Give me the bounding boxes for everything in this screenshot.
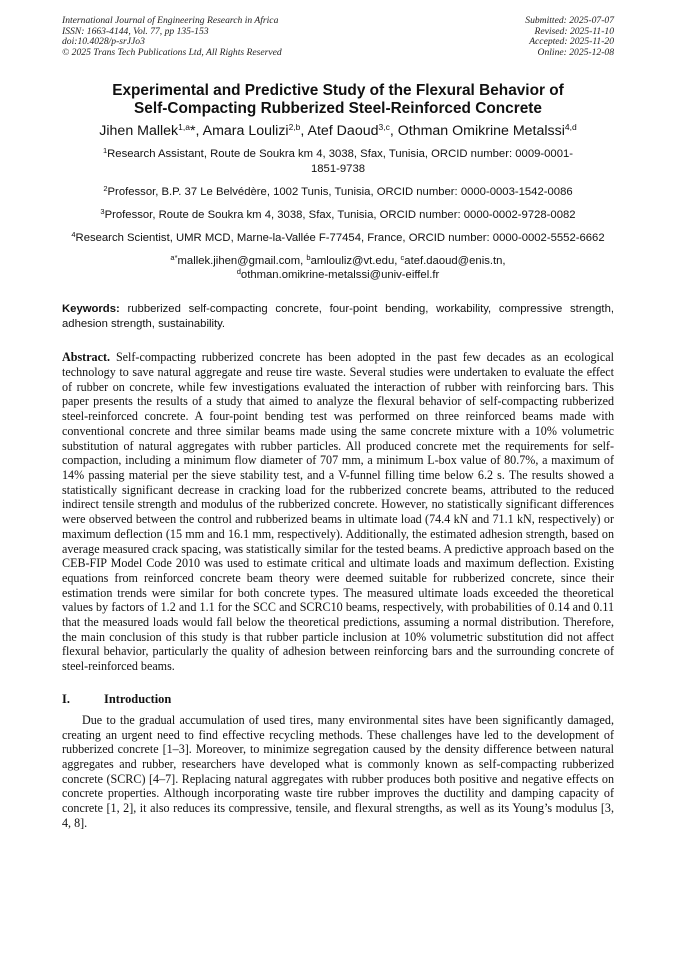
date-online: Online: 2025-12-08 [537, 46, 614, 58]
keywords-label: Keywords: [62, 303, 120, 316]
title-line-1: Experimental and Predictive Study of the Flexural Behavior of [112, 82, 564, 100]
section-heading [62, 692, 614, 707]
publication-dates [525, 16, 614, 58]
journal-doi[interactable]: doi:10.4028/p-srJJo3 [62, 36, 145, 48]
affiliation-marker: 3 [100, 207, 105, 217]
author-emails [62, 254, 614, 282]
email-address[interactable]: amlouliz@vt.edu, [310, 255, 401, 268]
journal-copyright: © 2025 Trans Tech Publications Ltd, All Rights Reserved [62, 46, 282, 58]
affiliation-1 [62, 147, 614, 177]
affiliation-marker: 4 [71, 230, 76, 240]
email-line-2 [62, 268, 614, 282]
affiliation-marker: 1 [102, 146, 108, 156]
journal-info [62, 16, 282, 58]
email-marker: c [400, 253, 405, 263]
introduction-paragraph: Due to the gradual accumulation of used tires, many environmental sites have been significantly damaged, creating an urgent need to find effective recycling methods. These challenges have led to the development of rubberized concrete [1–3]. Moreover, to minimize segregation caused by the density difference between natural aggregates and rubber, researchers have developed what is commonly known as self-compacting rubberized concrete (SCRC) [4–7]. Replacing natural aggregates with rubber produces both positive and negative effects on concrete properties. Although incorporating waste tire rubber improves the ductility and damping capacity of concrete [1, 2], it also reduces its compressive, tensile, and flexural strengths, as well as its Young’s modulus [3, 4, 8]. [62, 712, 614, 830]
section-title: Introduction [104, 691, 172, 706]
journal-issn: ISSN: 1663-4144, Vol. 77, pp 135-153 [62, 25, 209, 37]
author-separator: , [389, 123, 398, 140]
author-name: Jihen Mallek [99, 123, 179, 140]
email-address[interactable]: mallek.jihen@gmail.com, [177, 255, 307, 268]
affiliation-marker: 2 [103, 184, 108, 194]
keywords-text: rubberized self-compacting concrete, four-point bending, workability, compressive strength, adhesion strength, sustainability. [62, 303, 614, 331]
affiliation-text: Research Scientist, UMR MCD, Marne-la-Vallée F-77454, France, ORCID number: 0000-0002-5552-6662 [75, 232, 605, 245]
email-address[interactable]: othman.omikrine-metalssi@univ-eiffel.fr [240, 269, 440, 282]
affiliation-text: Professor, Route de Soukra km 4, 3038, Sfax, Tunisia, ORCID number: 0000-0002-9728-0082 [104, 209, 576, 222]
affiliation-text: Professor, B.P. 37 Le Belvédère, 1002 Tunis, Tunisia, ORCID number: 0000-0003-1542-0086 [107, 186, 573, 199]
author-affiliation-marker: 3,c [378, 122, 390, 133]
keywords-block [62, 302, 614, 332]
author-affiliation-marker: 1,a [178, 122, 190, 133]
paper-page [62, 16, 614, 830]
email-marker: a* [170, 253, 178, 263]
affiliation-2 [62, 185, 614, 200]
journal-header [62, 16, 614, 58]
abstract-text: Self-compacting rubberized concrete has been adopted in the past few decades as an ecological technology to save natural aggregate and reuse tire waste. Several studies were undertaken to evaluate the effect of rubber on concrete, while few investigations evaluated the interaction of rubber with reinforcing bars. This paper presents the results of a study that aimed to analyze the flexural behavior of self-compacting rubberized steel-reinforced concrete. A four-point bending test was performed on three reinforced beams made with conventional concrete and three similar beams made using the same concrete mixture with a 10% volumetric substitution of natural aggregates with rubber particles. All produced concrete met the requirements for self-compaction, including a minimum flow diameter of 707 mm, a minimum L-box value of 80.7%, a maximum of 14% passing material per the sieve stability test, and a V-funnel filling time below 6.2 s. The results showed a statistically significant decrease in cracking load for the rubberized concrete beams, attributed to the reduced indirect tensile strength and modulus of the rubberized concrete. However, no statistically significant differences were observed between the control and rubberized beams in ultimate load (74.4 kN and 71.1 kN, respectively) or maximum deflection (15 mm and 16.1 mm, respectively). Additionally, the estimated adhesion strength, based on average measured crack spacing, was statistically similar for the tested beams. A predictive approach based on the CEB-FIP Model Code 2010 was used to estimate critical and ultimate loads and maximum deflection. Existing equations from reinforced concrete beam theory were deemed suitable for rubberized concrete, since their estimation trends were similar for both concrete types. The measured ultimate loads exceeded the theoretical values by factors of 1.2 and 1.1 for the SCC and SCRC10 beams, respectively, with probabilities of 0.14 and 0.11 that the measured loads would fall below the theoretical predictions, assuming a normal distribution. Therefore, the main conclusion of this study is that rubber particle inclusion at 10% volumetric substitution did not affect flexural behavior, particularly the quality of adhesion between reinforcing bars and the surrounding concrete of steel-reinforced beams. [62, 350, 614, 674]
author-separator: , [300, 123, 308, 140]
email-marker: d [236, 267, 241, 277]
email-address[interactable]: atef.daoud@enis.tn, [404, 255, 506, 268]
author-name: Amara Loulizi [202, 123, 289, 140]
author-affiliation-marker: 4,d [564, 122, 577, 133]
affiliation-3 [62, 208, 614, 223]
email-marker: b [306, 253, 311, 263]
abstract-block [62, 350, 614, 673]
date-submitted: Submitted: 2025-07-07 [525, 15, 614, 26]
email-line-1 [62, 254, 614, 268]
author-list [62, 122, 614, 140]
affiliation-4 [62, 231, 614, 246]
date-revised: Revised: 2025-11-10 [534, 25, 614, 37]
journal-name: International Journal of Engineering Research in Africa [62, 15, 279, 26]
author-affiliation-marker: 2,b [288, 122, 301, 133]
title-line-2: Self-Compacting Rubberized Steel-Reinforced Concrete [134, 100, 542, 118]
affiliation-text: Research Assistant, Route de Soukra km 4, 3038, Sfax, Tunisia, ORCID number: 0009-0001-1851-9738 [107, 148, 574, 176]
author-separator: *, [189, 123, 203, 140]
section-number: I. [62, 691, 70, 706]
date-accepted: Accepted: 2025-11-20 [529, 36, 614, 48]
abstract-label: Abstract. [62, 350, 111, 365]
paper-title [62, 82, 614, 118]
author-name: Atef Daoud [307, 123, 379, 140]
author-name: Othman Omikrine Metalssi [397, 123, 565, 140]
